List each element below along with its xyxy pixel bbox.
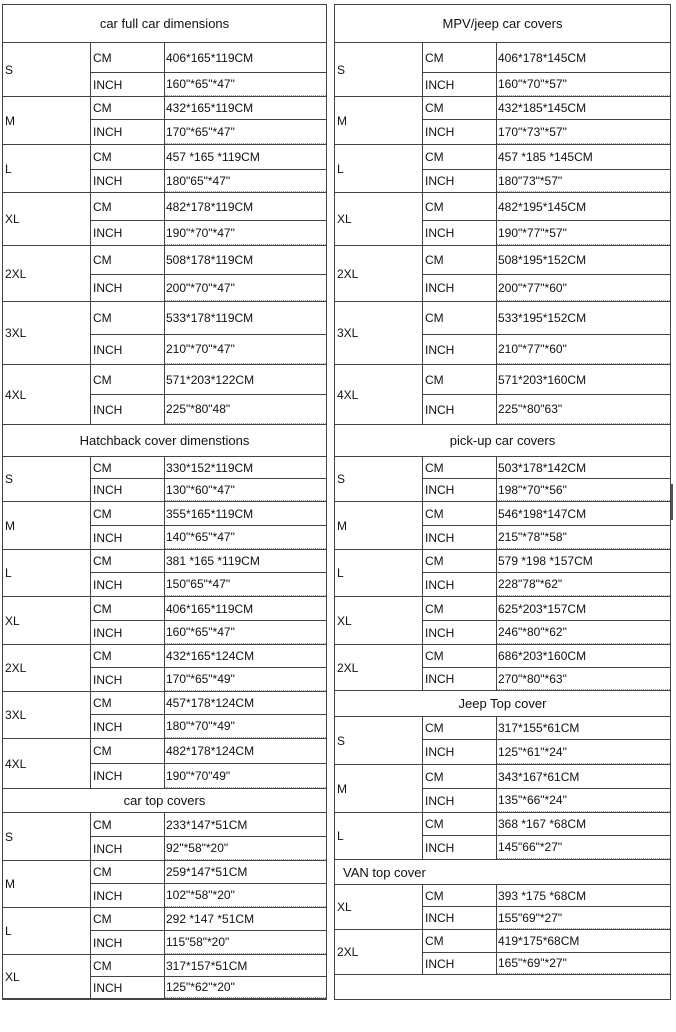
inch-dimension-value: 215"*78"*58" xyxy=(497,526,670,549)
inch-unit-label: INCH xyxy=(91,621,165,644)
inch-row xyxy=(91,120,326,144)
cm-dimension-value: 406*178*145CM xyxy=(498,50,587,65)
cm-unit-label: CM xyxy=(423,765,497,788)
size-label: 4XL xyxy=(3,739,91,788)
inch-dimension-value: 190"*70"49" xyxy=(165,764,326,788)
cm-row xyxy=(91,457,326,479)
cm-dimension-value: 482*178*124CM xyxy=(166,744,255,758)
cm-unit-label: CM xyxy=(91,908,165,930)
inch-unit-label: INCH xyxy=(91,73,165,96)
cm-unit-label: CM xyxy=(423,645,497,667)
size-group xyxy=(3,145,326,193)
size-label: 2XL xyxy=(335,645,423,690)
cm-dimension-value: 482*195*145CM xyxy=(498,199,587,214)
inch-row xyxy=(91,715,326,738)
size-group xyxy=(335,813,670,860)
size-label: XL xyxy=(335,193,423,245)
inch-unit-label: INCH xyxy=(91,335,165,364)
size-label: 3XL xyxy=(3,302,91,364)
size-label: XL xyxy=(335,597,423,644)
cm-unit-label: CM xyxy=(91,550,165,572)
inch-dimension-value: 150"65"*47" xyxy=(165,573,326,596)
cm-row xyxy=(423,930,670,953)
size-label: 4XL xyxy=(335,365,423,424)
inch-dimension-value: 125"*62"*20" xyxy=(165,977,326,998)
cm-dimension-value: 317*155*61CM xyxy=(498,721,580,735)
cm-row xyxy=(91,43,326,73)
section-title: VAN top cover xyxy=(335,860,670,885)
inch-unit-label: INCH xyxy=(91,221,165,245)
size-group xyxy=(3,365,326,425)
size-group xyxy=(3,502,326,550)
cm-row xyxy=(91,502,326,526)
size-label: 4XL xyxy=(3,365,91,424)
size-group xyxy=(3,908,326,955)
size-label: M xyxy=(335,502,423,549)
cm-row xyxy=(91,193,326,221)
inch-unit-label: INCH xyxy=(91,573,165,596)
inch-dimension-value: 160"*70"*57" xyxy=(497,73,670,96)
cm-dimension-value: 292 *147 *51CM xyxy=(166,912,255,926)
size-label: M xyxy=(3,502,91,549)
inch-row xyxy=(423,789,670,812)
cm-row xyxy=(423,97,670,120)
cm-dimension-value: 432*185*145CM xyxy=(498,101,587,115)
inch-dimension-value: 225"*80"48" xyxy=(165,395,326,424)
size-group xyxy=(3,193,326,246)
cm-dimension-value: 368 *167 *68CM xyxy=(498,817,587,831)
cm-unit-label: CM xyxy=(91,457,165,478)
cm-row xyxy=(423,885,670,907)
size-label: 2XL xyxy=(3,246,91,301)
size-label: L xyxy=(3,550,91,596)
cm-dimension-value: 406*165*119CM xyxy=(166,50,254,65)
size-label: S xyxy=(3,457,91,501)
size-label: 2XL xyxy=(3,645,91,691)
inch-dimension-value: 190"*77"*57" xyxy=(497,221,670,245)
inch-row xyxy=(91,275,326,301)
size-group xyxy=(335,193,670,246)
cm-unit-label: CM xyxy=(91,692,165,714)
inch-dimension-value: 200"*77"*60" xyxy=(497,275,670,301)
size-label: 2XL xyxy=(335,246,423,301)
cm-dimension-value: 533*178*119CM xyxy=(166,311,254,325)
inch-dimension-value: 270"*80"*63" xyxy=(497,668,670,690)
cm-dimension-value: 419*175*68CM xyxy=(498,934,580,948)
inch-dimension-value: 115"58"*20" xyxy=(165,931,326,954)
cm-dimension-value: 432*165*124CM xyxy=(166,649,255,663)
size-label: L xyxy=(3,145,91,192)
inch-row xyxy=(91,73,326,96)
cm-dimension-value: 457*178*124CM xyxy=(166,696,255,710)
inch-dimension-value: 198"*70"*56" xyxy=(497,479,670,501)
inch-unit-label: INCH xyxy=(91,977,165,998)
cm-unit-label: CM xyxy=(423,885,497,906)
inch-dimension-value: 140"*65"*47" xyxy=(165,526,326,549)
inch-row xyxy=(91,479,326,501)
inch-unit-label: INCH xyxy=(423,621,497,644)
cm-row xyxy=(91,813,326,837)
inch-unit-label: INCH xyxy=(423,907,497,929)
inch-dimension-value: 246"*80"*62" xyxy=(497,621,670,644)
cm-unit-label: CM xyxy=(91,246,165,274)
scroll-edge-marker xyxy=(671,484,673,520)
inch-row xyxy=(423,170,670,192)
cm-unit-label: CM xyxy=(423,97,497,119)
cm-dimension-value: 457 *185 *145CM xyxy=(498,150,593,164)
cm-dimension-value: 393 *175 *68CM xyxy=(498,888,587,903)
inch-row xyxy=(423,221,670,245)
size-group xyxy=(3,955,326,999)
inch-unit-label: INCH xyxy=(91,526,165,549)
inch-dimension-value: 180"73"*57" xyxy=(497,170,670,192)
cm-row xyxy=(423,43,670,73)
cm-dimension-value: 508*178*119CM xyxy=(166,253,254,267)
inch-row xyxy=(91,221,326,245)
size-group xyxy=(335,43,670,97)
size-group xyxy=(335,365,670,425)
size-group xyxy=(335,97,670,145)
inch-unit-label: INCH xyxy=(91,884,165,907)
cm-dimension-value: 533*195*152CM xyxy=(498,311,587,325)
cm-row xyxy=(91,955,326,977)
section-title: Jeep Top cover xyxy=(335,691,670,717)
cm-row xyxy=(423,193,670,221)
inch-unit-label: INCH xyxy=(91,395,165,424)
cm-dimension-value: 406*165*119CM xyxy=(166,601,254,616)
cm-row xyxy=(423,145,670,170)
inch-row xyxy=(423,526,670,549)
cm-unit-label: CM xyxy=(91,813,165,836)
inch-row xyxy=(423,395,670,424)
inch-row xyxy=(423,740,670,764)
inch-unit-label: INCH xyxy=(423,953,497,974)
inch-unit-label: INCH xyxy=(91,170,165,192)
left-size-table xyxy=(2,4,327,1000)
cm-dimension-value: 686*203*160CM xyxy=(498,649,587,663)
cm-unit-label: CM xyxy=(91,597,165,620)
cm-row xyxy=(91,145,326,170)
inch-unit-label: INCH xyxy=(423,668,497,690)
cm-row xyxy=(91,365,326,395)
inch-unit-label: INCH xyxy=(423,275,497,301)
cm-row xyxy=(423,502,670,526)
size-group xyxy=(3,597,326,645)
cm-unit-label: CM xyxy=(423,193,497,220)
size-group xyxy=(335,502,670,550)
cm-row xyxy=(91,597,326,621)
cm-dimension-value: 625*203*157CM xyxy=(498,601,587,616)
inch-dimension-value: 92"*58"*20" xyxy=(165,837,326,860)
size-label: L xyxy=(335,813,423,859)
cm-unit-label: CM xyxy=(423,246,497,274)
size-group xyxy=(3,813,326,861)
cm-unit-label: CM xyxy=(423,502,497,525)
size-label: L xyxy=(335,145,423,192)
cm-unit-label: CM xyxy=(423,43,497,72)
cm-unit-label: CM xyxy=(91,645,165,667)
section-title: Hatchback cover dimenstions xyxy=(3,425,326,457)
cm-row xyxy=(91,246,326,275)
size-group xyxy=(3,550,326,597)
cm-unit-label: CM xyxy=(423,302,497,334)
size-label: M xyxy=(335,765,423,812)
cm-row xyxy=(91,645,326,668)
size-group xyxy=(3,302,326,365)
size-label: L xyxy=(3,908,91,954)
size-group xyxy=(3,97,326,145)
inch-unit-label: INCH xyxy=(423,836,497,859)
cm-dimension-value: 571*203*160CM xyxy=(498,372,587,387)
inch-dimension-value: 200"*70"*47" xyxy=(165,275,326,301)
cm-dimension-value: 579 *198 *157CM xyxy=(498,554,593,568)
inch-unit-label: INCH xyxy=(91,479,165,501)
inch-unit-label: INCH xyxy=(91,764,165,788)
inch-unit-label: INCH xyxy=(91,120,165,144)
inch-unit-label: INCH xyxy=(423,170,497,192)
cm-row xyxy=(423,302,670,335)
cm-row xyxy=(423,457,670,479)
inch-row xyxy=(423,120,670,144)
inch-unit-label: INCH xyxy=(91,931,165,954)
cm-dimension-value: 343*167*61CM xyxy=(498,769,580,784)
cm-dimension-value: 503*178*142CM xyxy=(498,460,587,475)
cm-unit-label: CM xyxy=(91,145,165,169)
inch-dimension-value: 180"65"*47" xyxy=(165,170,326,192)
section-title: pick-up car covers xyxy=(335,425,670,457)
size-label: XL xyxy=(3,193,91,245)
inch-dimension-value: 130"*60"*47" xyxy=(165,479,326,501)
inch-dimension-value: 160"*65"*47" xyxy=(165,73,326,96)
size-group xyxy=(335,930,670,975)
right-size-table xyxy=(334,4,671,1000)
inch-row xyxy=(91,884,326,907)
inch-row xyxy=(91,977,326,998)
inch-dimension-value: 155"69"*27" xyxy=(497,907,670,929)
cm-unit-label: CM xyxy=(423,365,497,394)
inch-row xyxy=(423,668,670,690)
inch-unit-label: INCH xyxy=(91,837,165,860)
cm-row xyxy=(423,365,670,395)
cm-row xyxy=(91,908,326,931)
size-label: S xyxy=(3,813,91,860)
inch-unit-label: INCH xyxy=(423,120,497,144)
cm-unit-label: CM xyxy=(423,550,497,572)
inch-dimension-value: 210"*77"*60" xyxy=(497,335,670,364)
size-label: XL xyxy=(3,955,91,998)
inch-row xyxy=(423,907,670,929)
inch-unit-label: INCH xyxy=(423,73,497,96)
size-group xyxy=(3,43,326,97)
cm-row xyxy=(91,550,326,573)
cm-unit-label: CM xyxy=(423,457,497,478)
size-label: 2XL xyxy=(335,930,423,974)
inch-unit-label: INCH xyxy=(423,221,497,245)
inch-dimension-value: 135"*66"*24" xyxy=(497,789,670,812)
cm-dimension-value: 546*198*147CM xyxy=(498,506,587,521)
cm-dimension-value: 355*165*119CM xyxy=(166,506,254,521)
cm-unit-label: CM xyxy=(91,502,165,525)
inch-row xyxy=(423,479,670,501)
size-group xyxy=(335,550,670,597)
cm-row xyxy=(91,861,326,884)
size-group xyxy=(3,692,326,739)
size-label: XL xyxy=(3,597,91,644)
size-group xyxy=(335,246,670,302)
cm-row xyxy=(423,765,670,789)
size-group xyxy=(3,861,326,908)
inch-row xyxy=(91,621,326,644)
inch-row xyxy=(423,73,670,96)
cm-dimension-value: 381 *165 *119CM xyxy=(166,554,260,568)
cm-row xyxy=(423,246,670,275)
inch-unit-label: INCH xyxy=(423,740,497,764)
inch-dimension-value: 170"*65"*49" xyxy=(165,668,326,691)
size-group xyxy=(335,597,670,645)
section-title: MPV/jeep car covers xyxy=(335,5,670,43)
inch-row xyxy=(423,621,670,644)
cm-row xyxy=(423,597,670,621)
cm-dimension-value: 317*157*51CM xyxy=(166,958,248,973)
section-title: car top covers xyxy=(3,789,326,813)
cm-unit-label: CM xyxy=(91,43,165,72)
size-group xyxy=(3,739,326,789)
inch-row xyxy=(423,335,670,364)
size-label: S xyxy=(335,43,423,96)
inch-row xyxy=(91,668,326,691)
inch-dimension-value: 160"*65"*47" xyxy=(165,621,326,644)
cm-dimension-value: 233*147*51CM xyxy=(166,817,248,832)
size-label: S xyxy=(3,43,91,96)
cm-row xyxy=(91,302,326,335)
cm-dimension-value: 482*178*119CM xyxy=(166,199,254,214)
size-label: L xyxy=(335,550,423,596)
inch-unit-label: INCH xyxy=(423,573,497,596)
size-group xyxy=(335,457,670,502)
cm-dimension-value: 432*165*119CM xyxy=(166,101,254,115)
inch-unit-label: INCH xyxy=(91,668,165,691)
cm-row xyxy=(423,645,670,668)
cm-dimension-value: 330*152*119CM xyxy=(166,460,254,475)
inch-dimension-value: 210"*70"*47" xyxy=(165,335,326,364)
inch-row xyxy=(423,836,670,859)
inch-unit-label: INCH xyxy=(423,335,497,364)
inch-dimension-value: 170"*73"*57" xyxy=(497,120,670,144)
inch-dimension-value: 102"*58"*20" xyxy=(165,884,326,907)
cm-row xyxy=(423,550,670,573)
inch-dimension-value: 180"*70"*49" xyxy=(165,715,326,738)
cm-unit-label: CM xyxy=(423,813,497,835)
size-group xyxy=(335,765,670,813)
cm-row xyxy=(91,739,326,764)
inch-row xyxy=(91,837,326,860)
cm-unit-label: CM xyxy=(91,955,165,976)
cm-unit-label: CM xyxy=(423,597,497,620)
size-label: XL xyxy=(335,885,423,929)
size-group xyxy=(3,457,326,502)
cm-row xyxy=(423,813,670,836)
size-group xyxy=(335,645,670,691)
size-label: M xyxy=(3,861,91,907)
size-label: S xyxy=(335,717,423,764)
cm-unit-label: CM xyxy=(91,302,165,334)
inch-row xyxy=(91,335,326,364)
inch-row xyxy=(423,573,670,596)
inch-dimension-value: 145"66"*27" xyxy=(497,836,670,859)
cm-row xyxy=(91,97,326,120)
size-label: 3XL xyxy=(3,692,91,738)
cm-row xyxy=(423,717,670,740)
cm-unit-label: CM xyxy=(423,930,497,952)
inch-row xyxy=(91,764,326,788)
size-group xyxy=(3,645,326,692)
inch-dimension-value: 170"*65"*47" xyxy=(165,120,326,144)
size-group xyxy=(335,302,670,365)
inch-row xyxy=(423,953,670,974)
cm-dimension-value: 571*203*122CM xyxy=(166,372,255,387)
cm-unit-label: CM xyxy=(423,145,497,169)
inch-row xyxy=(91,931,326,954)
size-label: M xyxy=(335,97,423,144)
cm-dimension-value: 508*195*152CM xyxy=(498,253,587,267)
inch-row xyxy=(91,526,326,549)
inch-unit-label: INCH xyxy=(91,715,165,738)
size-group xyxy=(3,246,326,302)
size-group xyxy=(335,885,670,930)
size-group xyxy=(335,717,670,765)
size-label: M xyxy=(3,97,91,144)
inch-unit-label: INCH xyxy=(423,789,497,812)
size-label: S xyxy=(335,457,423,501)
cm-unit-label: CM xyxy=(423,717,497,739)
size-group xyxy=(335,145,670,193)
cm-unit-label: CM xyxy=(91,365,165,394)
cm-dimension-value: 259*147*51CM xyxy=(166,865,248,879)
inch-dimension-value: 228"78"*62" xyxy=(497,573,670,596)
inch-unit-label: INCH xyxy=(91,275,165,301)
inch-dimension-value: 165"*69"*27" xyxy=(497,953,670,974)
inch-row xyxy=(91,170,326,192)
inch-row xyxy=(91,395,326,424)
inch-row xyxy=(91,573,326,596)
inch-unit-label: INCH xyxy=(423,479,497,501)
section-title: car full car dimensions xyxy=(3,5,326,43)
cm-unit-label: CM xyxy=(91,97,165,119)
inch-unit-label: INCH xyxy=(423,395,497,424)
cm-unit-label: CM xyxy=(91,193,165,220)
cm-row xyxy=(91,692,326,715)
inch-dimension-value: 190"*70"*47" xyxy=(165,221,326,245)
inch-unit-label: INCH xyxy=(423,526,497,549)
inch-dimension-value: 225"*80"63" xyxy=(497,395,670,424)
inch-row xyxy=(423,275,670,301)
size-label: 3XL xyxy=(335,302,423,364)
inch-dimension-value: 125"*61"*24" xyxy=(497,740,670,764)
cm-dimension-value: 457 *165 *119CM xyxy=(166,150,260,164)
cm-unit-label: CM xyxy=(91,739,165,763)
cm-unit-label: CM xyxy=(91,861,165,883)
